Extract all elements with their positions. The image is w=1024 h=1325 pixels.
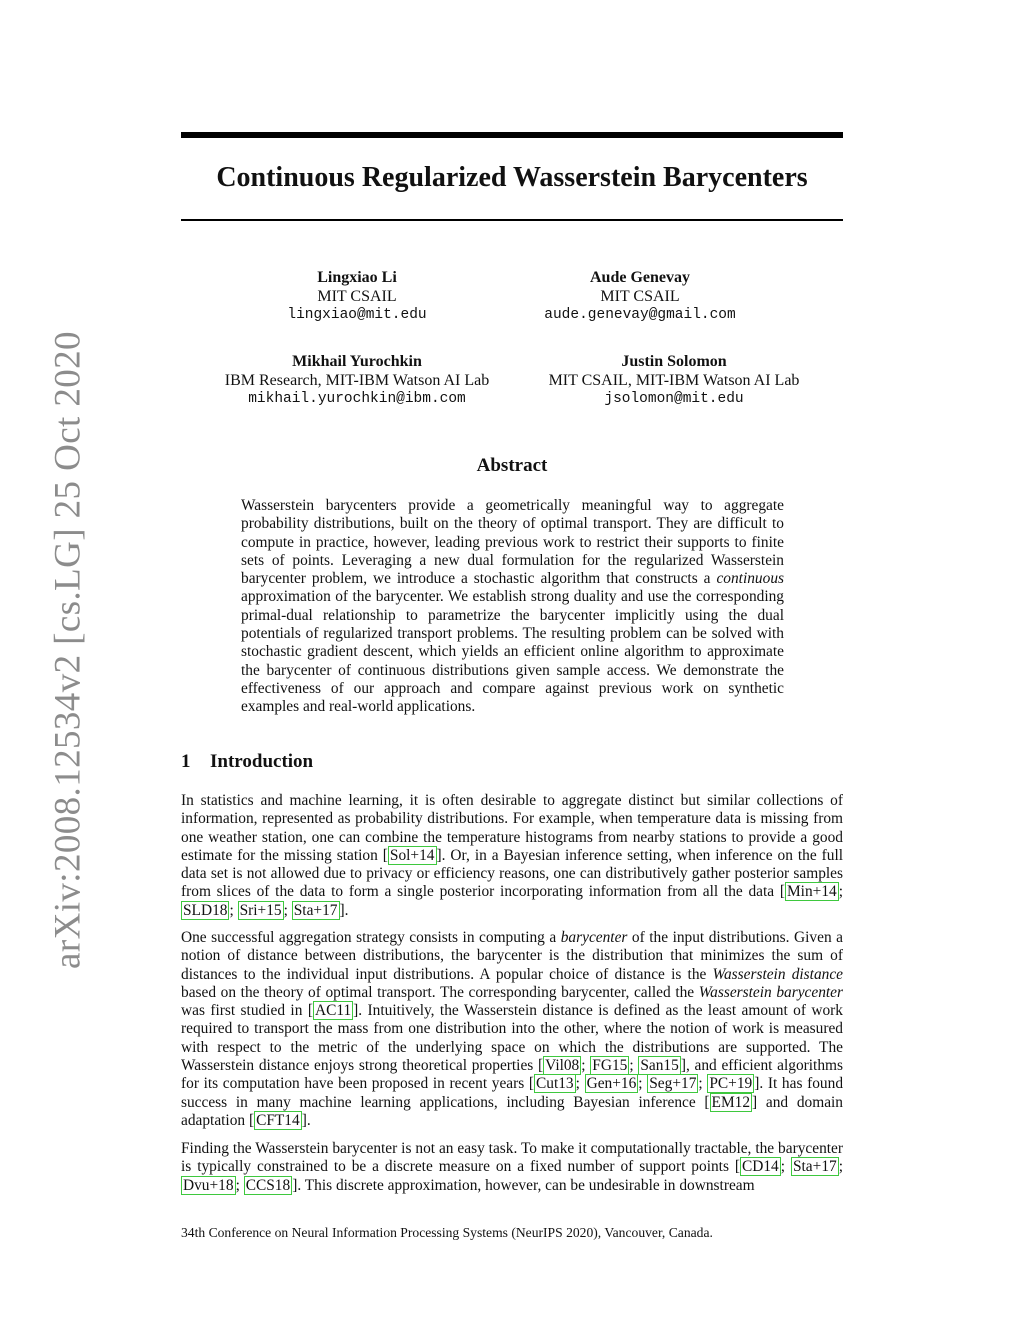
author-email[interactable]: jsolomon@mit.edu bbox=[604, 391, 744, 407]
author-name: Mikhail Yurochkin bbox=[292, 353, 422, 370]
citation-link[interactable]: PC+19 bbox=[709, 1075, 753, 1093]
citation-link[interactable]: CD14 bbox=[741, 1158, 779, 1176]
citation-link[interactable]: Cut13 bbox=[536, 1075, 574, 1093]
section-number: 1 bbox=[181, 751, 191, 772]
author-block-2 bbox=[460, 268, 820, 325]
author-email[interactable]: aude.genevay@gmail.com bbox=[544, 307, 736, 323]
citation-link[interactable]: EM12 bbox=[711, 1093, 751, 1111]
author-email[interactable]: mikhail.yurochkin@ibm.com bbox=[248, 391, 466, 407]
citation-link[interactable]: Gen+16 bbox=[586, 1075, 637, 1093]
intro-paragraph-1: In statistics and machine learning, it is often desirable to aggregate distinct but similar collections of information, represented as probability distributions. For example, when temperature data is missing from one weather station, one can combine the temperature histograms from nearby stations to provide a good estimate for the missing station [ Sol+14 ]. Or, in a Bayesian inference setting, when inference on the full data set is not allowed due to privacy or efficiency reasons, one can distributively gather posterior samples from slices of the data to form a single posterior incorporating information from all the data [ Min+14 ; SLD18 ; Sri+15 ; Sta+17 ]. bbox=[181, 792, 843, 919]
author-affiliation: IBM Research, MIT-IBM Watson AI Lab bbox=[224, 372, 490, 389]
author-affiliation: MIT CSAIL, MIT-IBM Watson AI Lab bbox=[548, 372, 800, 389]
abstract-heading: Abstract bbox=[476, 455, 548, 476]
citation-link[interactable]: Dvu+18 bbox=[183, 1176, 234, 1194]
citation-link[interactable]: FG15 bbox=[592, 1057, 628, 1075]
section-heading bbox=[181, 751, 313, 773]
citation-link[interactable]: Sol+14 bbox=[389, 846, 435, 864]
author-email[interactable]: lingxiao@mit.edu bbox=[287, 307, 427, 323]
intro-paragraph-2: One successful aggregation strategy consists in computing a barycenter of the input distributions. Given a notion of distance between distributions, the barycenter is the distribution that minimizes the sum of distances to the individual input distributions. A popular choice of distance is the Wasserstein distance based on the theory of optimal transport. The corresponding barycenter, called the Wasserstein barycenter was first studied in [ AC11 ]. Intuitively, the Wasserstein distance is defined as the least amount of work required to transport the mass from one distribution into the other, where the notion of work is measured with respect to the metric of the underlying space on which the distributions are supported. The Wasserstein distance enjoys strong theoretical properties [ Vil08 ; FG15 ; San15 ], and efficient algorithms for its computation have been proposed in recent years [ Cut13 ; Gen+16 ; Seg+17 ; PC+19 ]. It has found success in many machine learning applications, including Bayesian inference [ EM12 ] and domain adaptation [ CFT14 ]. bbox=[181, 929, 844, 1129]
author-affiliation: MIT CSAIL bbox=[600, 288, 680, 305]
citation-link[interactable]: Sri+15 bbox=[239, 901, 282, 919]
paper-title: Continuous Regularized Wasserstein Barycenters bbox=[216, 162, 808, 193]
citation-link[interactable]: Min+14 bbox=[786, 883, 837, 901]
intro-paragraph-3: Finding the Wasserstein barycenter is not an easy task. To make it computationally tractable, the barycenter is typically constrained to be a discrete measure on a fixed number of support points [ CD14 ; Sta+17 ; Dvu+18 ; CCS18 ]. This discrete approximation, however, can be undesirable in downstream bbox=[181, 1140, 843, 1194]
author-name: Aude Genevay bbox=[590, 269, 690, 286]
citation-link[interactable]: Seg+17 bbox=[649, 1075, 697, 1093]
citation-link[interactable]: SLD18 bbox=[183, 901, 228, 919]
author-name: Justin Solomon bbox=[621, 353, 727, 370]
abstract-text: Wasserstein barycenters provide a geometrically meaningful way to aggregate probability distributions, built on the theory of optimal transport. They are difficult to compute in practice, however, leading previous work to restrict their supports to finite sets of points. Leveraging a new dual formulation for the regularized Wasserstein barycenter problem, we introduce a stochastic algorithm that constructs a continuous approximation of the barycenter. We establish strong duality and use the corresponding primal-dual relationship to parametrize the barycenter implicitly using the dual potentials of regularized transport problems. The resulting problem can be solved with stochastic gradient descent, which yields an efficient online algorithm to approximate the barycenter of continuous distributions given sample access. We demonstrate the effectiveness of our approach and compare against previous work on synthetic examples and real-world applications. bbox=[241, 497, 784, 716]
section-title: Introduction bbox=[210, 751, 314, 772]
citation-link[interactable]: Sta+17 bbox=[792, 1158, 837, 1176]
title-bottom-rule bbox=[181, 219, 843, 221]
citation-link[interactable]: Vil08 bbox=[545, 1057, 580, 1075]
title-top-rule bbox=[181, 132, 843, 138]
citation-link[interactable]: CFT14 bbox=[256, 1111, 300, 1129]
author-block-3 bbox=[177, 352, 537, 409]
arxiv-watermark: arXiv:2008.12534v2 [cs.LG] 25 Oct 2020 bbox=[47, 331, 89, 969]
author-block-4 bbox=[494, 352, 854, 409]
author-name: Lingxiao Li bbox=[317, 269, 397, 286]
citation-link[interactable]: San15 bbox=[640, 1057, 679, 1075]
author-affiliation: MIT CSAIL bbox=[317, 288, 397, 305]
citation-link[interactable]: Sta+17 bbox=[293, 901, 338, 919]
citation-link[interactable]: CCS18 bbox=[245, 1176, 291, 1194]
conference-footnote: 34th Conference on Neural Information Processing Systems (NeurIPS 2020), Vancouver, Canada. bbox=[181, 1225, 713, 1240]
citation-link[interactable]: AC11 bbox=[314, 1002, 352, 1020]
